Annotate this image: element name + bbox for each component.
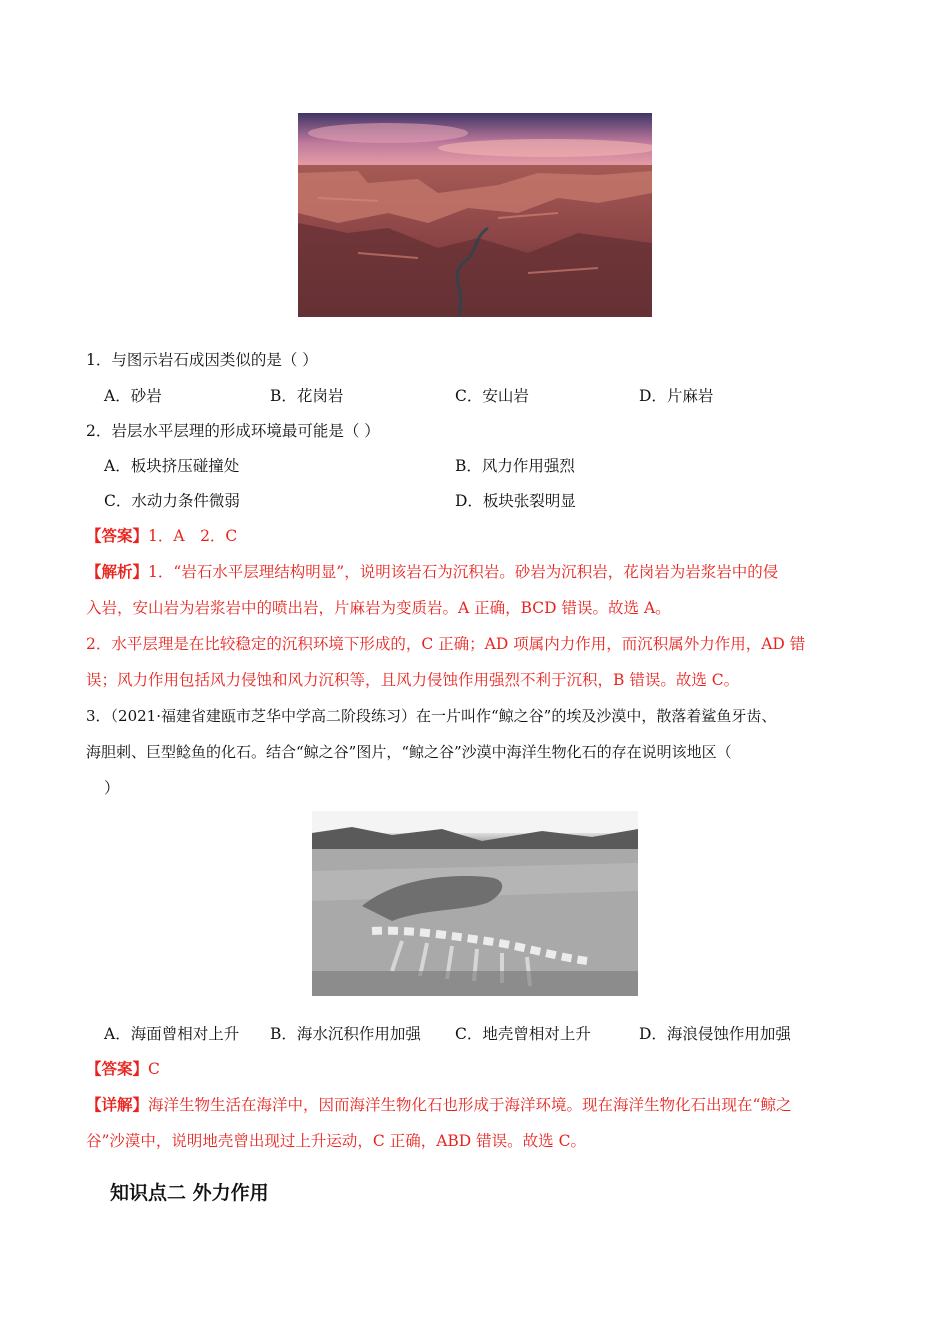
question-3-option-d[interactable]: D．海浪侵蚀作用加强	[639, 1025, 791, 1043]
detail-3-line-1	[86, 1095, 791, 1115]
analysis-line-2: 入岩，安山岩为岩浆岩中的喷出岩，片麻岩为变质岩。A 正确，BCD 错误。故选 A。	[86, 599, 671, 617]
whale-valley-illustration	[312, 811, 638, 996]
answer-tag: 【答案】	[86, 526, 149, 545]
question-3-stem-line-2: 海胆刺、巨型鲶鱼的化石。结合“鲸之谷”图片，“鲸之谷”沙漠中海洋生物化石的存在说明该地区（	[86, 743, 732, 761]
question-2-option-a[interactable]: A．板块挤压碰撞处	[104, 457, 240, 475]
answer-1-2	[86, 526, 237, 546]
question-2-option-c[interactable]: C．水动力条件微弱	[104, 492, 240, 510]
question-3-option-c[interactable]: C．地壳曾相对上升	[455, 1025, 591, 1043]
whale-valley-photo	[312, 811, 638, 996]
question-2-option-b[interactable]: B．风力作用强烈	[455, 457, 575, 475]
question-1-stem: 1．与图示岩石成因类似的是（ ）	[86, 351, 318, 369]
question-2-stem: 2．岩层水平层理的形成环境最可能是（ ）	[86, 422, 380, 440]
answer-text: 1．A 2．C	[148, 527, 238, 545]
analysis-line-4: 误；风力作用包括风力侵蚀和风力沉积等，且风力侵蚀作用强烈不利于沉积，B 错误。故选 C。	[86, 671, 740, 689]
detail-3-text-1: 海洋生物生活在海洋中，因而海洋生物化石也形成于海洋环境。现在海洋生物化石出现在“鲸之	[148, 1096, 792, 1114]
canyon-photo	[298, 113, 652, 317]
question-3-stem-line-3: ）	[104, 779, 120, 797]
detail-3-line-2: 谷”沙漠中，说明地壳曾出现过上升运动，C 正确，ABD 错误。故选 C。	[86, 1132, 586, 1150]
section-heading: 知识点二 外力作用	[110, 1182, 269, 1204]
answer-3-tag: 【答案】	[86, 1059, 149, 1078]
answer-3-text: C	[148, 1060, 160, 1078]
question-1-option-a[interactable]: A．砂岩	[104, 387, 162, 405]
analysis-line-1	[86, 562, 778, 582]
question-1-option-c[interactable]: C．安山岩	[455, 387, 529, 405]
question-3-option-b[interactable]: B．海水沉积作用加强	[270, 1025, 421, 1043]
question-3-stem-line-1: 3．（2021·福建省建瓯市芝华中学高二阶段练习）在一片叫作“鲸之谷”的埃及沙漠中，散落着鲨鱼牙齿、	[86, 707, 777, 725]
answer-3	[86, 1059, 160, 1079]
analysis-text-1: 1．“岩石水平层理结构明显”，说明该岩石为沉积岩。砂岩为沉积岩，花岗岩为岩浆岩中的侵	[148, 563, 779, 581]
question-2-option-d[interactable]: D．板块张裂明显	[455, 492, 576, 510]
canyon-illustration	[298, 113, 652, 317]
question-1-option-d[interactable]: D．片麻岩	[639, 387, 714, 405]
detail-3-tag: 【详解】	[86, 1095, 149, 1114]
analysis-line-3: 2．水平层理是在比较稳定的沉积环境下形成的，C 正确；AD 项属内力作用，而沉积属外力作用，AD 错	[86, 635, 806, 653]
analysis-tag: 【解析】	[86, 562, 149, 581]
question-1-option-b[interactable]: B．花岗岩	[270, 387, 344, 405]
question-3-option-a[interactable]: A．海面曾相对上升	[104, 1025, 240, 1043]
